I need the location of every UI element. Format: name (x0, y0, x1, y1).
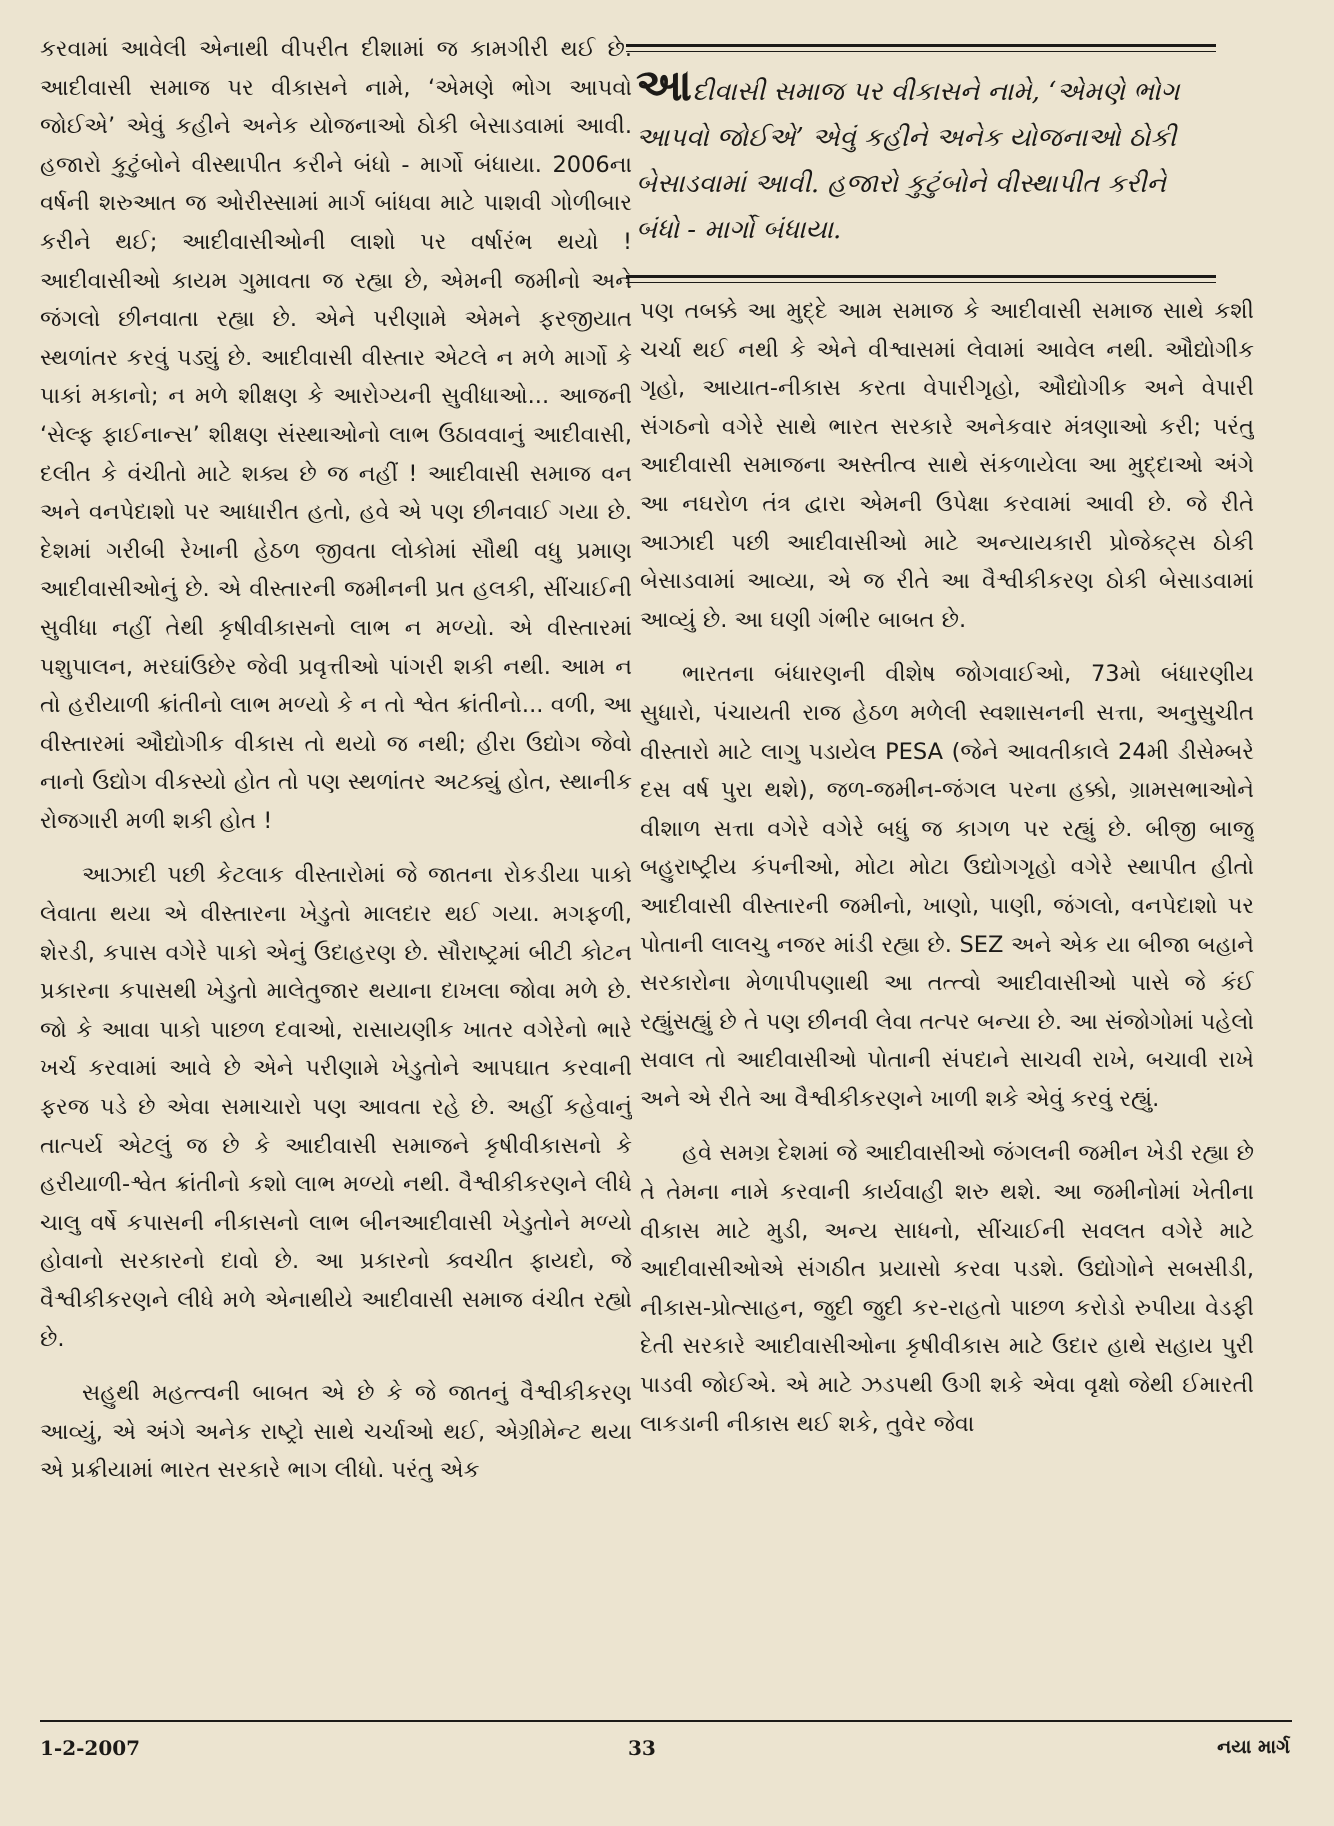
paragraph: કરવામાં આવેલી એનાથી વીપરીત દીશામાં જ કામગીરી થઈ છે. આદીવાસી સમાજ પર વીકાસને નામે, ‘એમણે ભોગ આપવો જોઈએ’ એવું કહીને અનેક યોજનાઓ ઠોકી બેસાડવામાં આવી. હજારો કુટુંબોને વીસ્થાપીત કરીને બંધો - માર્ગો બંધાયા. 2006ના વર્ષની શરુઆત જ ઓરીસ્સામાં માર્ગ બાંધવા માટે પાશવી ગોળીબાર કરીને થઈ; આદીવાસીઓની લાશો પર વર્ષારંભ થયો ! આદીવાસીઓ કાયમ ગુમાવતા જ રહ્યા છે, એમની જમીનો અને જંગલો છીનવાતા રહ્યા છે. એને પરીણામે એમને ફરજીયાત સ્થળાંતર કરવું પડ્યું છે. આદીવાસી વીસ્તાર એટલે ન મળે માર્ગો કે પાકાં મકાનો; ન મળે શીક્ષણ કે આરોગ્યની સુવીધાઓ... આજની ‘સેલ્ફ ફાઈનાન્સ’ શીક્ષણ સંસ્થાઓનો લાભ ઉઠાવવાનું આદીવાસી, દલીત કે વંચીતો માટે શક્ય છે જ નહીં ! આદીવાસી સમાજ વન અને વનપેદાશો પર આધારીત હતો, હવે એ પણ છીનવાઈ ગયા છે. દેશમાં ગરીબી રેખાની હેઠળ જીવતા લોકોમાં સૌથી વધુ પ્રમાણ આદીવાસીઓનું છે. એ વીસ્તારની જમીનની પ્રત હલકી, સીંચાઈની સુવીધા નહીં તેથી કૃષીવીકાસનો લાભ ન મળ્યો. એ વીસ્તારમાં પશુપાલન, મરઘાંઉછેર જેવી પ્રવૃત્તીઓ પાંગરી શકી નથી. આમ ન તો હરીયાળી ક્રાંતીનો લાભ મળ્યો કે ન તો શ્વેત ક્રાંતીનો... વળી, આ વીસ્તારમાં ઔદ્યોગીક વીકાસ તો થયો જ નથી; હીરા ઉદ્યોગ જેવો નાનો ઉદ્યોગ વીકસ્યો હોત તો પણ સ્થળાંતર અટક્યું હોત, સ્થાનીક રોજગારી મળી શકી હોત ! (40, 36, 632, 834)
pull-quote-text (626, 60, 1216, 253)
right-column (640, 292, 1254, 1730)
paragraph: ભારતના બંધારણની વીશેષ જોગવાઈઓ, 73મો બંધારણીય સુધારો, પંચાયતી રાજ હેઠળ મળેલી સ્વશાસનની સત્તા, અનુસુચીત વીસ્તારો માટે લાગુ પડાયેલ PESA (જેને આવતીકાલે 24મી ડીસેમ્બરે દસ વર્ષ પુરા થશે), જળ-જમીન-જંગલ પરના હક્કો, ગ્રામસભાઓને વીશાળ સત્તા વગેરે વગેરે બધું જ કાગળ પર રહ્યું છે. બીજી બાજુ બહુરાષ્ટ્રીય કંપનીઓ, મોટા મોટા ઉદ્યોગગૃહો વગેરે સ્થાપીત હીતો આદીવાસી વીસ્તારની જમીનો, ખાણો, પાણી, જંગલો, વનપેદાશો પર પોતાની લાલચુ નજર માંડી રહ્યા છે. SEZ અને એક યા બીજા બહાને સરકારોના મેળાપીપણાથી આ તત્ત્વો આદીવાસીઓ પાસે જે કંઈ રહ્યુંસહ્યું છે તે પણ છીનવી લેવા તત્પર બન્યા છે. આ સંજોગોમાં પહેલો સવાલ તો આદીવાસીઓ પોતાની સંપદાને સાચવી રાખે, બચાવી રાખે અને એ રીતે આ વૈશ્વીકીકરણને ખાળી શકે એવું કરવું રહ્યું. (640, 661, 1254, 1112)
left-column (40, 30, 632, 1730)
paragraph: હવે સમગ્ર દેશમાં જે આદીવાસીઓ જંગલની જમીન ખેડી રહ્યા છે તે તેમના નામે કરવાની કાર્યવાહી શરુ થશે. આ જમીનોમાં ખેતીના વીકાસ માટે મુડી, અન્ય સાધનો, સીંચાઈની સવલત વગેરે માટે આદીવાસીઓએ સંગઠીત પ્રયાસો કરવા પડશે. ઉદ્યોગોને સબસીડી, નીકાસ-પ્રોત્સાહન, જુદી જુદી કર-રાહતો પાછળ કરોડો રુપીયા વેડફી દેતી સરકારે આદીવાસીઓના કૃષીવીકાસ માટે ઉદાર હાથે સહાય પુરી પાડવી જોઈએ. એ માટે ઝડપથી ઉગી શકે એવા વૃક્ષો જેથી ઈમારતી લાકડાની નીકાસ થઈ શકે, તુવેર જેવા (640, 1140, 1254, 1437)
magazine-name: નયા માર્ગ (1217, 1736, 1290, 1758)
issue-date: 1-2-2007 (40, 1736, 141, 1760)
paragraph: સહુથી મહત્ત્વની બાબત એ છે કે જે જાતનું વૈશ્વીકીકરણ આવ્યું, એ અંગે અનેક રાષ્ટ્રો સાથે ચર્ચાઓ થઈ, એગ્રીમેન્ટ થયા એ પ્રક્રીયામાં ભારત સરકારે ભાગ લીધો. પરંતુ એક (40, 1380, 632, 1484)
pull-quote (626, 44, 1216, 283)
divider (626, 44, 1216, 52)
footer-divider (40, 1720, 1292, 1722)
pull-quote-body: દીવાસી સમાજ પર વીકાસને નામે, ‘એમણે ભોગ આપવો જોઈએ’ એવું કહીને અનેક યોજનાઓ ઠોકી બેસાડવામાં આવી. હજારો કુટુંબોને વીસ્થાપીત કરીને બંધો - માર્ગો બંધાયા. (636, 77, 1180, 245)
paragraph: આઝાદી પછી કેટલાક વીસ્તારોમાં જે જાતના રોકડીયા પાકો લેવાતા થયા એ વીસ્તારના ખેડુતો માલદાર થઈ ગયા. મગફળી, શેરડી, કપાસ વગેરે પાકો એનું ઉદાહરણ છે. સૌરાષ્ટ્રમાં બીટી કોટન પ્રકારના કપાસથી ખેડુતો માલેતુજાર થયાના દાખલા જોવા મળે છે. જો કે આવા પાકો પાછળ દવાઓ, રાસાયણીક ખાતર વગેરેનો ભારે ખર્ચ કરવામાં આવે છે એને પરીણામે ખેડુતોને આપઘાત કરવાની ફરજ પડે છે એવા સમાચારો પણ આવતા રહે છે. અહીં કહેવાનું તાત્પર્ય એટલું જ છે કે આદીવાસી સમાજને કૃષીવીકાસનો કે હરીયાળી-શ્વેત ક્રાંતીનો કશો લાભ મળ્યો નથી. વૈશ્વીકીકરણને લીધે ચાલુ વર્ષે કપાસની નીકાસનો લાભ બીનઆદીવાસી ખેડુતોને મળ્યો હોવાનો સરકારનો દાવો છે. આ પ્રકારનો ક્વચીત ફાયદો, જે વૈશ્વીકીકરણને લીધે મળે એનાથીયે આદીવાસી સમાજ વંચીત રહ્યો છે. (40, 862, 632, 1352)
paragraph: પણ તબક્કે આ મુદ્દે આમ સમાજ કે આદીવાસી સમાજ સાથે કશી ચર્ચા થઈ નથી કે એને વીશ્વાસમાં લેવામાં આવેલ નથી. ઔદ્યોગીક ગૃહો, આયાત-નીકાસ કરતા વેપારીગૃહો, ઔદ્યોગીક અને વેપારી સંગઠનો વગેરે સાથે ભારત સરકારે અનેકવાર મંત્રણાઓ કરી; પરંતુ આદીવાસી સમાજના અસ્તીત્વ સાથે સંકળાયેલા આ મુદ્દાઓ અંગે આ નઘરોળ તંત્ર દ્વારા એમની ઉપેક્ષા કરવામાં આવી છે. જે રીતે આઝાદી પછી આદીવાસીઓ માટે અન્યાયકારી પ્રોજેક્ટ્સ ઠોકી બેસાડવામાં આવ્યા, એ જ રીતે આ વૈશ્વીકીકરણ ઠોકી બેસાડવામાં આવ્યું છે. આ ઘણી ગંભીર બાબત છે. (640, 298, 1254, 633)
divider (626, 275, 1216, 283)
drop-cap: આ (636, 60, 692, 111)
page-number: 33 (628, 1736, 656, 1760)
